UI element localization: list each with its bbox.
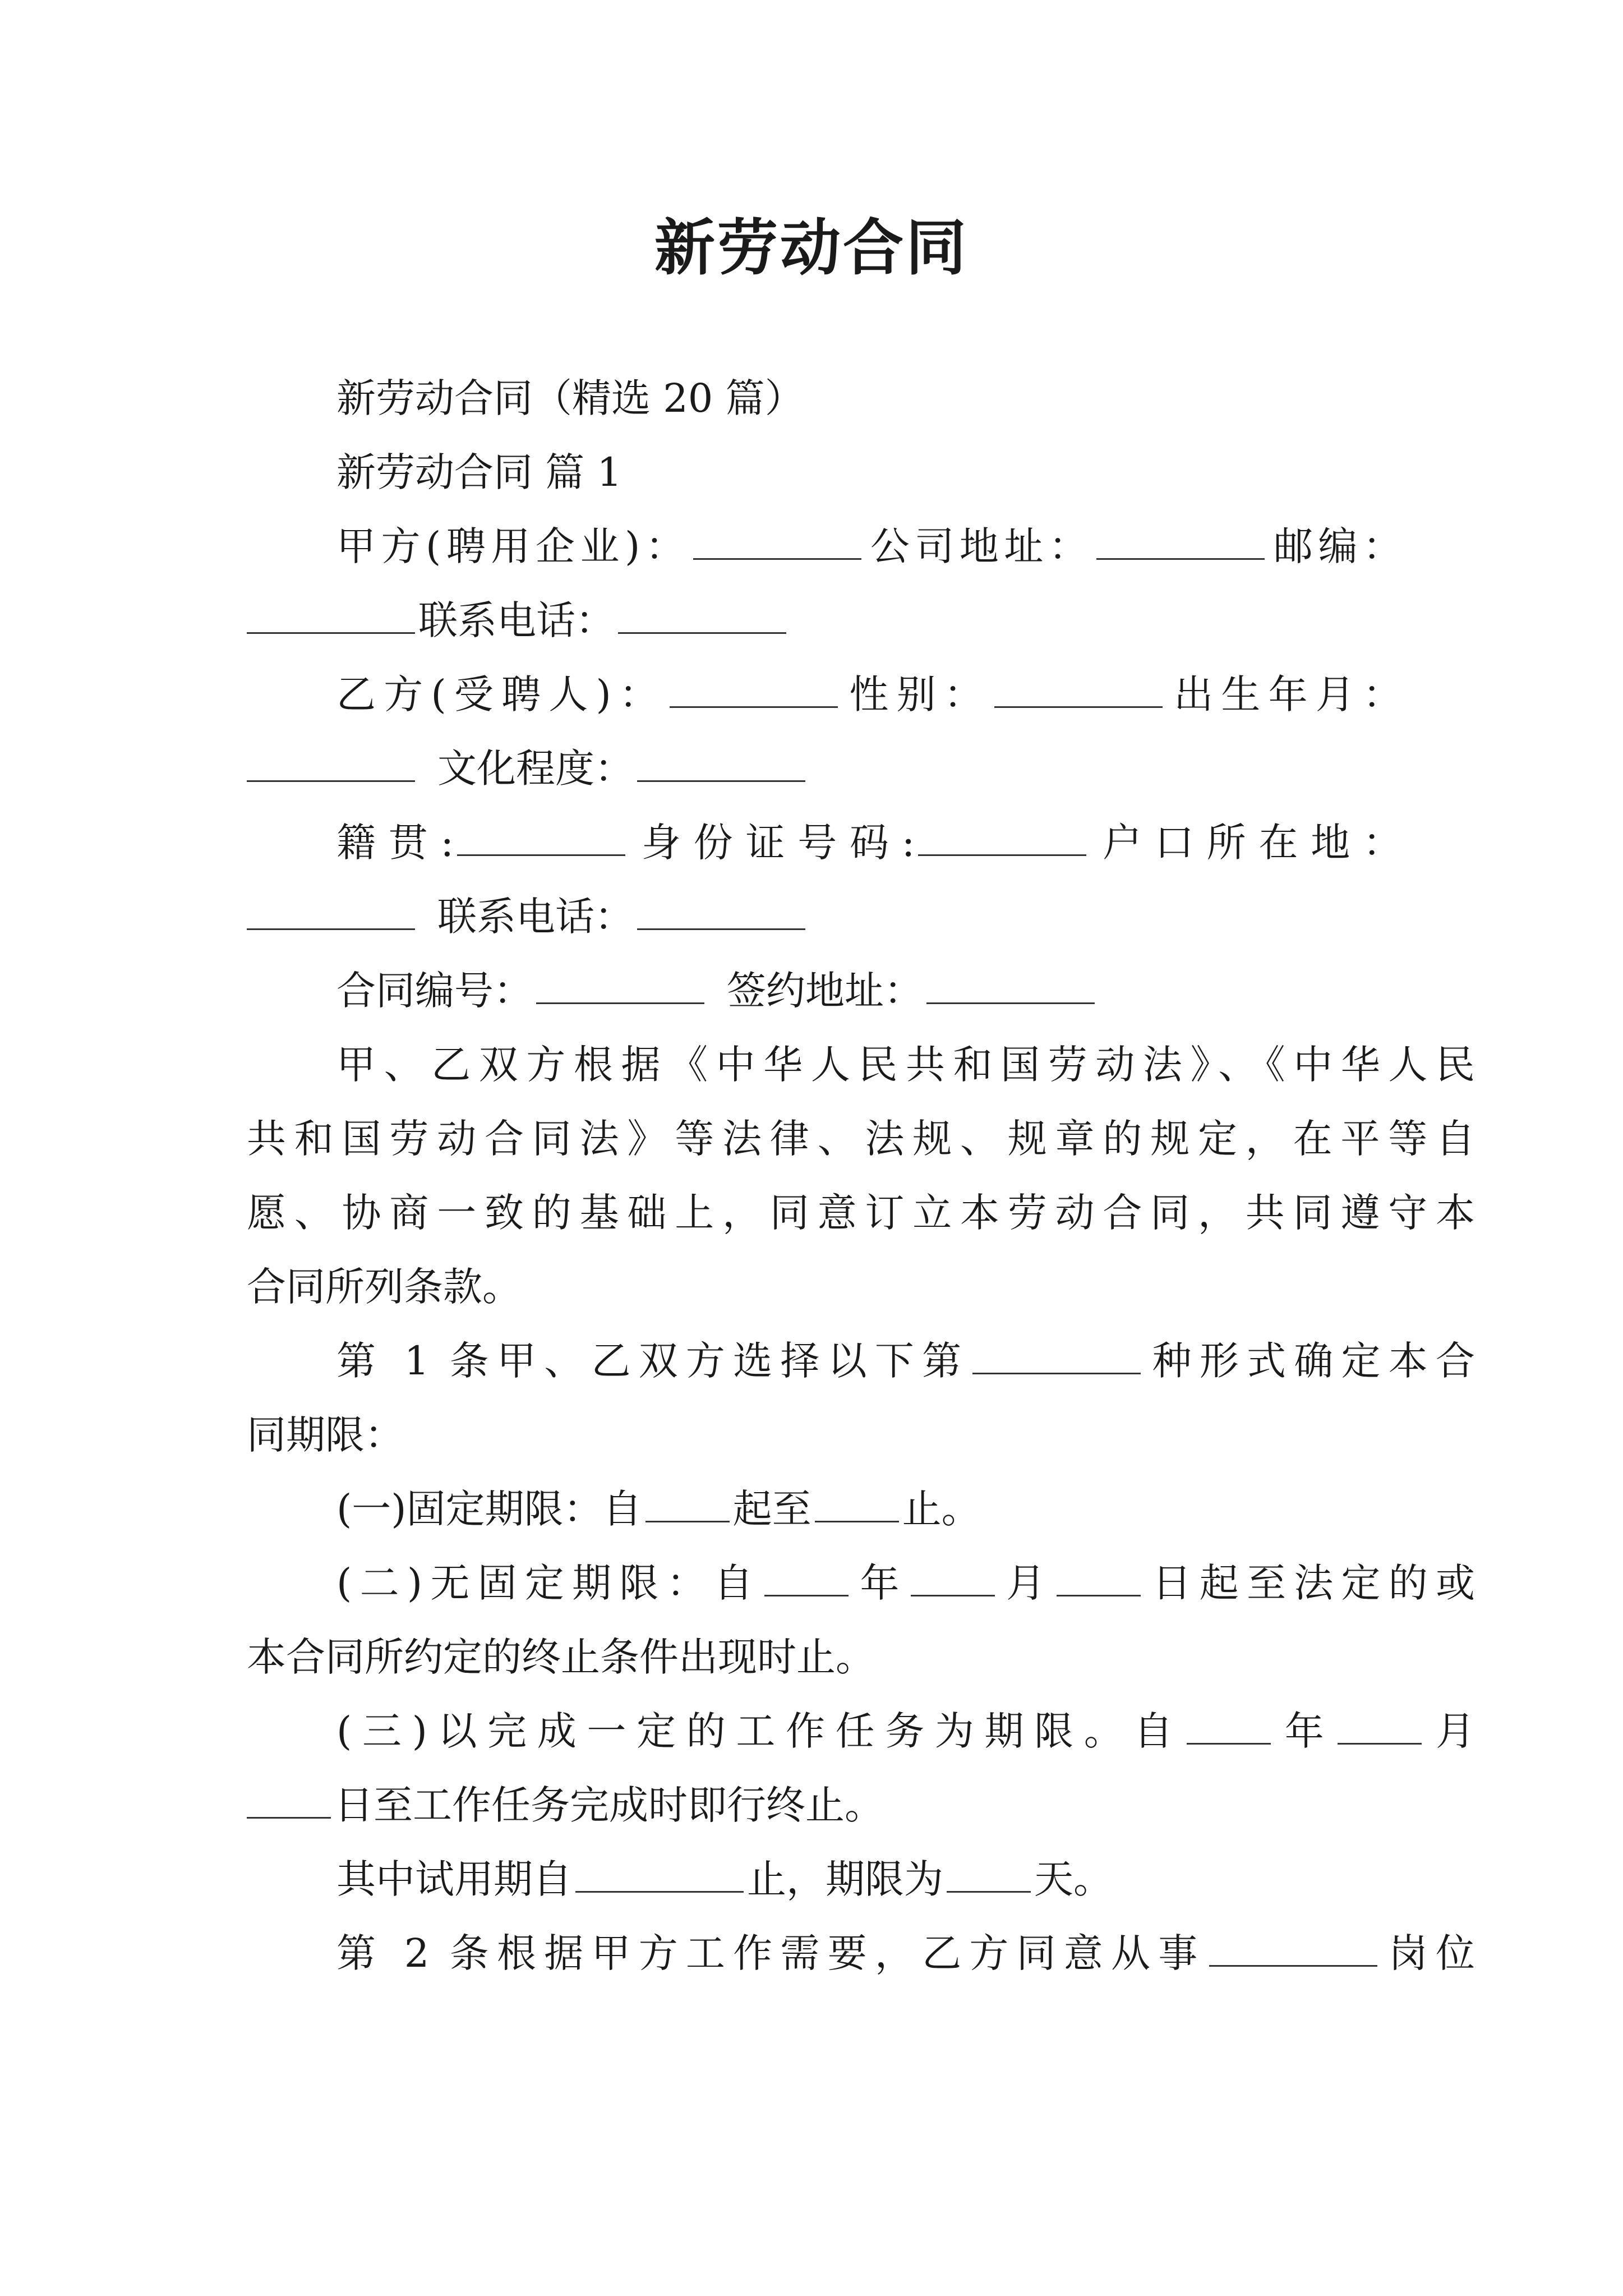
preamble-line-1: 甲、乙双方根据《中华人民共和国劳动法》、《中华人民 — [336, 1042, 1475, 1088]
section-heading: 新劳动合同 篇 1 — [336, 449, 623, 495]
education-label: 文化程度： — [437, 746, 634, 792]
gender-blank[interactable] — [994, 674, 1163, 708]
party-b-label: 乙方(受聘人)： — [336, 671, 667, 717]
contract-info-line — [336, 963, 1098, 1019]
contract-no-blank[interactable] — [536, 970, 704, 1004]
id-number-label: 身份证号码: — [629, 820, 915, 866]
party-b-line-2 — [247, 740, 809, 797]
sign-place-blank[interactable] — [926, 970, 1095, 1004]
birth-blank[interactable] — [247, 748, 415, 782]
task-day-blank[interactable] — [247, 1784, 331, 1819]
party-a-line-2 — [247, 592, 790, 648]
probation-line: 其中试用期自 止，期限为 天。 — [336, 1856, 1113, 1902]
party-a-phone-label: 联系电话： — [418, 597, 615, 643]
party-a-label: 甲方(聘用企业)： — [336, 523, 690, 569]
party-a-line — [336, 518, 1402, 574]
article-1-line-1: 第 1 条甲、乙双方选择以下第 种形式确定本合 — [336, 1338, 1475, 1384]
option-2-line-2: 本合同所约定的终止条件出现时止。 — [247, 1634, 875, 1680]
probation-days-blank[interactable] — [947, 1858, 1031, 1893]
education-blank[interactable] — [637, 748, 805, 782]
party-b-name-blank[interactable] — [670, 674, 838, 708]
party-a-phone-blank[interactable] — [618, 600, 786, 634]
sign-place-label: 签约地址： — [727, 968, 923, 1014]
task-month-blank[interactable] — [1338, 1710, 1422, 1745]
open-day-blank[interactable] — [1057, 1562, 1141, 1596]
option-3-line-1: (三)以完成一定的工作任务为期限。自 年 月 — [336, 1708, 1476, 1754]
postcode-label: 邮编： — [1268, 523, 1402, 569]
open-month-blank[interactable] — [911, 1562, 995, 1596]
native-place-label: 籍贯: — [336, 820, 454, 866]
contract-no-label: 合同编号： — [336, 968, 533, 1014]
option-3-line-2: 日至工作任务完成时即行终止。 — [247, 1777, 884, 1833]
company-address-label: 公司地址： — [865, 523, 1094, 569]
position-blank[interactable] — [1209, 1932, 1377, 1967]
fixed-end-blank[interactable] — [815, 1488, 899, 1522]
option-1-line: (一)固定期限：自 起至 止。 — [336, 1486, 981, 1532]
subtitle: 新劳动合同（精选 20 篇） — [336, 375, 804, 421]
birth-label: 出生年月： — [1166, 671, 1403, 717]
preamble-line-2: 共和国劳动合同法》等法律、法规、规章的规定，在平等自 — [247, 1116, 1475, 1162]
party-a-name-blank[interactable] — [693, 526, 861, 560]
open-year-blank[interactable] — [764, 1562, 849, 1596]
household-label: 户口所在地： — [1090, 820, 1402, 866]
preamble-line-4: 合同所列条款。 — [247, 1264, 522, 1310]
party-b-line-4 — [247, 889, 809, 945]
option-2-line-1: (二)无固定期限：自 年 月 日起至法定的或 — [336, 1560, 1476, 1606]
gender-label: 性别： — [841, 671, 992, 717]
task-year-blank[interactable] — [1187, 1710, 1271, 1745]
probation-period-blank[interactable] — [575, 1858, 744, 1893]
party-b-phone-blank[interactable] — [637, 896, 805, 930]
fixed-start-blank[interactable] — [645, 1488, 730, 1522]
party-b-line-3 — [336, 815, 1402, 871]
preamble-line-3: 愿、协商一致的基础上，同意订立本劳动合同，共同遵守本 — [247, 1190, 1475, 1236]
postcode-blank[interactable] — [247, 600, 415, 634]
native-place-blank[interactable] — [457, 822, 625, 856]
id-number-blank[interactable] — [918, 822, 1086, 856]
company-address-blank[interactable] — [1096, 526, 1265, 560]
document-title: 新劳动合同 — [654, 213, 969, 283]
party-b-phone-label: 联系电话： — [437, 894, 634, 940]
article-1-line-2: 同期限： — [247, 1412, 404, 1458]
term-type-blank[interactable] — [972, 1340, 1141, 1374]
article-2-line: 第 2 条根据甲方工作需要，乙方同意从事 岗位 — [336, 1930, 1476, 1976]
party-b-line — [336, 666, 1402, 723]
household-blank[interactable] — [247, 896, 415, 930]
